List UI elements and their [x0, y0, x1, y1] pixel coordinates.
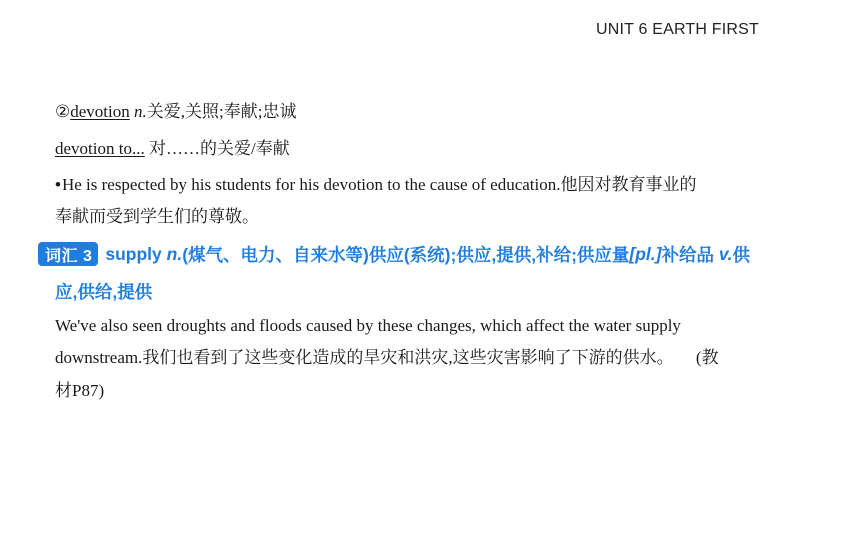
vocab-example-chinese: downstream.我们也看到了这些变化造成的旱灾和洪灾,这些灾害影响了下游的供水。	[55, 348, 674, 367]
example-english: He is respected by his students for his devotion to the cause of education.	[61, 175, 561, 194]
vocab-headword: supply	[105, 243, 162, 264]
vocab-pos-verb: v.	[718, 243, 733, 264]
example-chinese-part1: 他因对教育事业的	[560, 175, 697, 194]
vocab-example-line3	[55, 380, 104, 402]
example-sentence-line1	[55, 174, 697, 196]
vocab-example-line1	[55, 315, 681, 337]
vocab-number-badge: 词汇 3	[38, 242, 98, 266]
vocab-example-line2	[55, 347, 719, 369]
page-title: UNIT 6 EARTH FIRST	[596, 21, 760, 38]
source-reference-start: (教	[695, 348, 719, 367]
bullet-icon: •	[55, 175, 61, 194]
part-of-speech: n.	[134, 102, 147, 121]
entry-devotion-phrase	[55, 138, 290, 160]
entry-devotion-headword	[55, 101, 296, 123]
example-sentence-line2	[55, 206, 259, 228]
vocab-pos-noun: n.	[166, 243, 183, 264]
source-reference-end: 材P87)	[55, 381, 105, 400]
definition: 关爱,关照;奉献;忠诚	[146, 102, 297, 121]
vocab-verb-definition-start: 供	[732, 244, 750, 265]
vocab-noun-definition: (煤气、电力、自来水等)供应(系统);供应,提供,补给;供应量	[182, 244, 630, 265]
vocab-verb-definition-end: 应,供给,提供	[55, 282, 153, 302]
vocab-example-english: We've also seen droughts and floods caused by these changes, which affect the water supply	[55, 316, 681, 335]
headword: devotion	[70, 102, 130, 121]
vocab-plural-definition: 补给品	[661, 244, 714, 265]
example-chinese-part2: 奉献而受到学生们的尊敬。	[55, 207, 259, 226]
vocab-supply-headline	[38, 241, 750, 267]
entry-number: ②	[55, 102, 71, 121]
vocab-supply-continuation	[55, 279, 152, 304]
vocab-plural-tag: [pl.]	[629, 243, 662, 264]
phrase: devotion to...	[55, 139, 145, 158]
phrase-definition: 对……的关爱/奉献	[144, 139, 290, 158]
